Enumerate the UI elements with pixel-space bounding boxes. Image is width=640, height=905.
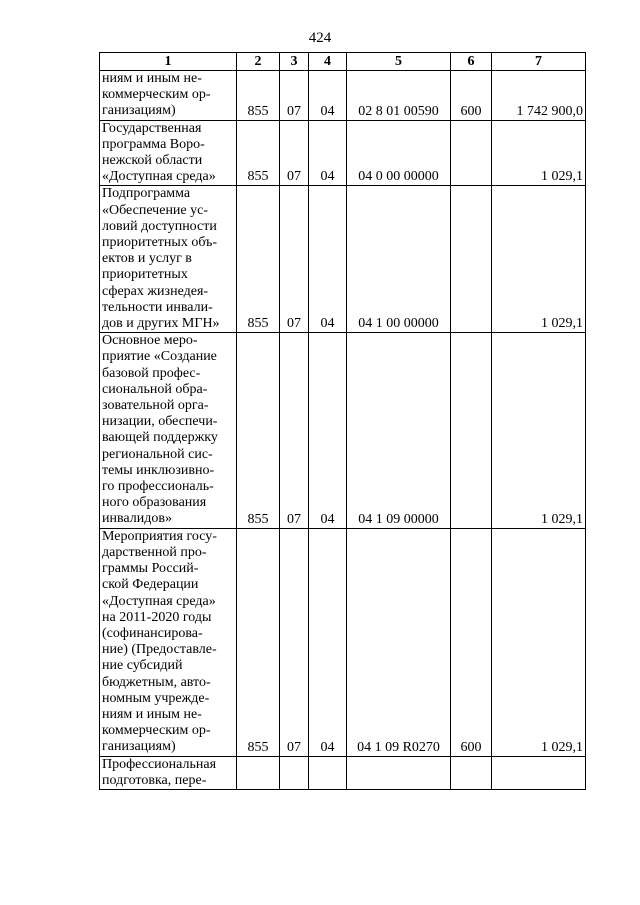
row-name-line: Мероприятия госу- [102,528,217,544]
row-name-line: региональной сис- [102,446,213,462]
cell-expense-type [451,186,492,333]
column-header: 3 [280,53,309,71]
cell-code: 855 [237,186,280,333]
row-name-line: ного образования [102,495,207,511]
cell-section: 07 [280,528,309,756]
column-header: 1 [100,53,237,71]
row-name-line: программа Воро- [102,136,205,152]
table-row [100,756,586,789]
cell-subsection: 04 [309,120,347,186]
row-name-line: ние субсидий [102,658,183,674]
table-row [100,120,586,186]
cell-code: 855 [237,528,280,756]
cell-code [237,756,280,789]
row-name-line: нежской области [102,153,203,169]
cell-target-article: 04 1 09 00000 [347,333,451,528]
cell-subsection [309,756,347,789]
row-name-line: низации, обеспечи- [102,414,218,430]
cell-amount: 1 029,1 [492,333,586,528]
row-name-line: дарственной про- [102,544,207,560]
row-name-line: дов и других МГН» [102,316,220,332]
header-row [100,53,586,71]
row-name-line: приоритетных [102,267,188,283]
cell-expense-type [451,756,492,789]
row-name-line: Основное меро- [102,333,198,349]
row-name-line: темы инклюзивно- [102,462,215,478]
row-name-line: «Доступная среда» [102,593,216,609]
row-name-line: приоритетных объ- [102,235,218,251]
row-name-line: ниям и иным не- [102,71,202,86]
row-name [100,186,237,333]
cell-expense-type [451,333,492,528]
column-header: 4 [309,53,347,71]
row-name [100,71,237,121]
row-name-line: Профессиональная [102,756,217,772]
cell-target-article: 04 0 00 00000 [347,120,451,186]
row-name-line: на 2011-2020 годы [102,609,212,625]
row-name-line: ской Федерации [102,577,199,593]
cell-amount: 1 029,1 [492,528,586,756]
cell-section: 07 [280,120,309,186]
column-header: 5 [347,53,451,71]
cell-code: 855 [237,333,280,528]
row-name-line: граммы Россий- [102,561,199,577]
column-header: 7 [492,53,586,71]
table-row [100,71,586,121]
row-name-line: ганизациям) [102,739,176,755]
row-name [100,333,237,528]
row-name-line: ектов и услуг в [102,251,192,267]
cell-target-article: 04 1 09 R0270 [347,528,451,756]
row-name [100,756,237,789]
cell-expense-type [451,120,492,186]
row-name-line: приятие «Создание [102,349,217,365]
table-row [100,186,586,333]
row-name-line: базовой профес- [102,365,201,381]
table-row [100,333,586,528]
cell-subsection: 04 [309,333,347,528]
row-name-line: го профессиональ- [102,479,214,495]
cell-subsection: 04 [309,71,347,121]
cell-section: 07 [280,186,309,333]
row-name-line: тельности инвали- [102,299,213,315]
cell-target-article: 04 1 00 00000 [347,186,451,333]
cell-section: 07 [280,71,309,121]
row-name-line: бюджетным, авто- [102,674,211,690]
row-name-line: Государственная [102,120,202,136]
cell-target-article: 02 8 01 00590 [347,71,451,121]
row-name-line: коммерческим ор- [102,723,211,739]
table-row [100,528,586,756]
cell-amount: 1 029,1 [492,120,586,186]
row-name-line: ние) (Предоставле- [102,642,217,658]
row-name-line: сиональной обра- [102,381,208,397]
cell-amount: 1 742 900,0 [492,71,586,121]
column-header: 2 [237,53,280,71]
cell-expense-type: 600 [451,71,492,121]
row-name-line: коммерческим ор- [102,87,211,103]
row-name-line: «Обеспечение ус- [102,202,209,218]
row-name-line: зовательной орга- [102,398,209,414]
cell-target-article [347,756,451,789]
cell-section [280,756,309,789]
cell-section: 07 [280,333,309,528]
row-name-line: Подпрограмма [102,186,191,202]
column-header: 6 [451,53,492,71]
row-name-line: подготовка, пере- [102,772,207,788]
cell-subsection: 04 [309,528,347,756]
row-name-line: ганизациям) [102,103,176,119]
row-name-line: инвалидов» [102,511,172,527]
page-number: 424 [308,30,332,46]
cell-code: 855 [237,120,280,186]
budget-table [99,52,586,790]
row-name-line: (софинансирова- [102,625,203,641]
cell-code: 855 [237,71,280,121]
row-name-line: сферах жизнедея- [102,283,209,299]
row-name-line: ниям и иным не- [102,706,202,722]
row-name [100,528,237,756]
row-name [100,120,237,186]
row-name-line: «Доступная среда» [102,169,216,185]
cell-expense-type: 600 [451,528,492,756]
row-name-line: вающей поддержку [102,430,218,446]
row-name-line: ловий доступности [102,218,217,234]
row-name-line: номным учрежде- [102,690,210,706]
cell-amount [492,756,586,789]
cell-amount: 1 029,1 [492,186,586,333]
cell-subsection: 04 [309,186,347,333]
